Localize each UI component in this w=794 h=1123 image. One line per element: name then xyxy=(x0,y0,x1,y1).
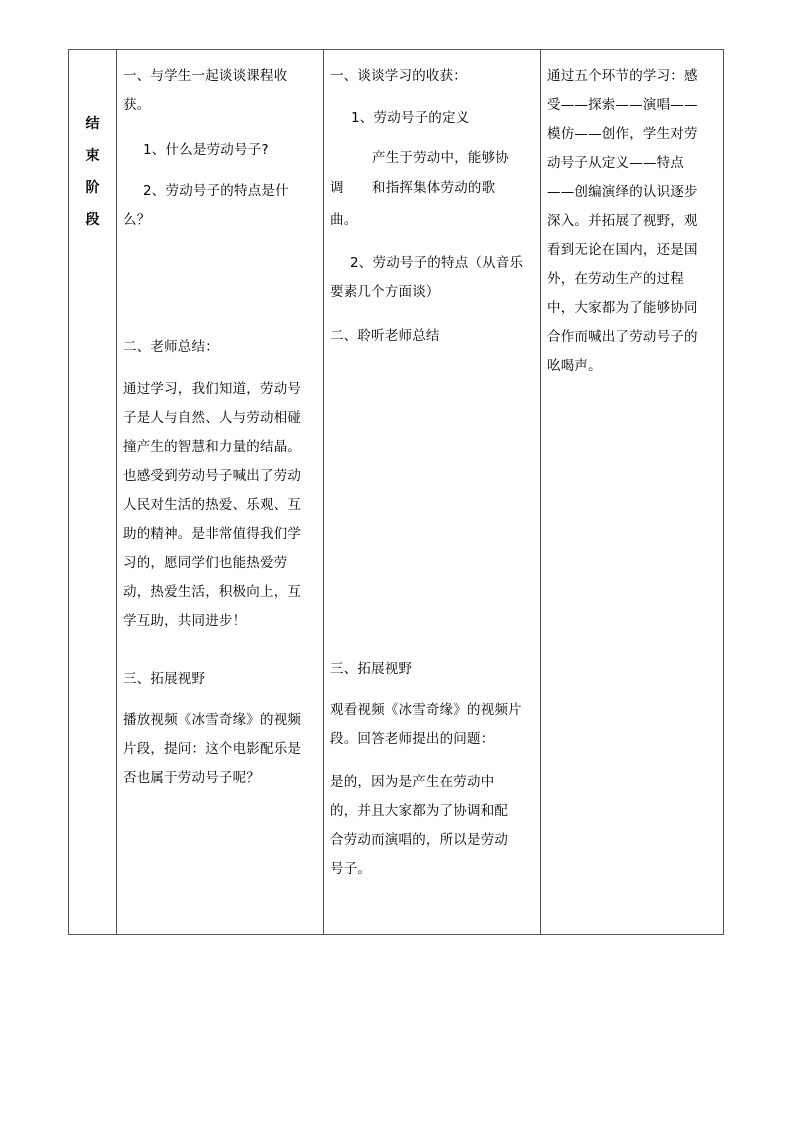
teacher-question-title: 一、与学生一起谈谈课程收获。 xyxy=(123,68,288,113)
student-definition-line-1: 产生于劳动中，能够协 xyxy=(372,150,509,166)
student-listen-summary: 二、聆听老师总结 xyxy=(330,328,440,344)
teacher-extend-title: 三、拓展视野 xyxy=(123,671,206,687)
student-point-1: 1、劳动号子的定义 xyxy=(351,110,470,126)
lesson-plan-table xyxy=(68,49,724,935)
teacher-summary-text: 通过学习，我们知道，劳动号子是人与自然、人与劳动相碰撞产生的智慧和力量的结晶。也感受到劳动号子喊出了劳动人民对生活的热爱、乐观、互助的精神。是非常值得我们学习的，愿同学们也能热爱劳动，热爱生活，积极向上，互学互助，共同进步！ xyxy=(123,381,302,629)
stage-char: 段 xyxy=(85,212,100,228)
student-point-2: 2、劳动号子的特点（从音乐要素几个方面谈） xyxy=(330,255,524,300)
stage-char: 束 xyxy=(85,148,100,164)
student-extend-text: 观看视频《冰雪奇缘》的视频片段。回答老师提出的问题： xyxy=(330,702,522,747)
student-definition-line-2a: 调 xyxy=(330,180,344,196)
student-extend-title: 三、拓展视野 xyxy=(330,661,413,677)
student-activity-cell xyxy=(324,50,541,935)
teacher-question-1: 1、什么是劳动号子? xyxy=(143,142,269,158)
teacher-question-2: 2、劳动号子的特点是什么？ xyxy=(123,183,289,228)
stage-char: 阶 xyxy=(85,180,100,196)
student-definition-line-3: 曲。 xyxy=(330,212,358,228)
teacher-summary-title: 二、老师总结： xyxy=(123,339,219,355)
design-intent-text: 通过五个环节的学习：感受——探索——演唱——模仿——创作，学生对劳动号子从定义——特点——创编演绎的认识逐步深入。并拓展了视野，观看到无论在国内，还是国外，在劳动生产的过程中，大家都为了能够协同合作而喊出了劳动号子的吆喝声。 xyxy=(547,68,698,374)
teacher-activity-cell xyxy=(117,50,324,935)
table-row xyxy=(69,50,724,935)
student-definition-line-2b: 和指挥集体劳动的歌 xyxy=(372,180,496,196)
stage-char: 结 xyxy=(85,116,100,132)
teacher-extend-text: 播放视频《冰雪奇缘》的视频片段，提问：这个电影配乐是否也属于劳动号子呢？ xyxy=(123,712,302,786)
stage-label-cell xyxy=(69,50,117,935)
student-answer-text: 是的，因为是产生在劳动中的，并且大家都为了协调和配合劳动而演唱的，所以是劳动号子。 xyxy=(330,774,509,877)
design-intent-cell xyxy=(541,50,724,935)
student-talk-title: 一、谈谈学习的收获： xyxy=(330,68,467,84)
